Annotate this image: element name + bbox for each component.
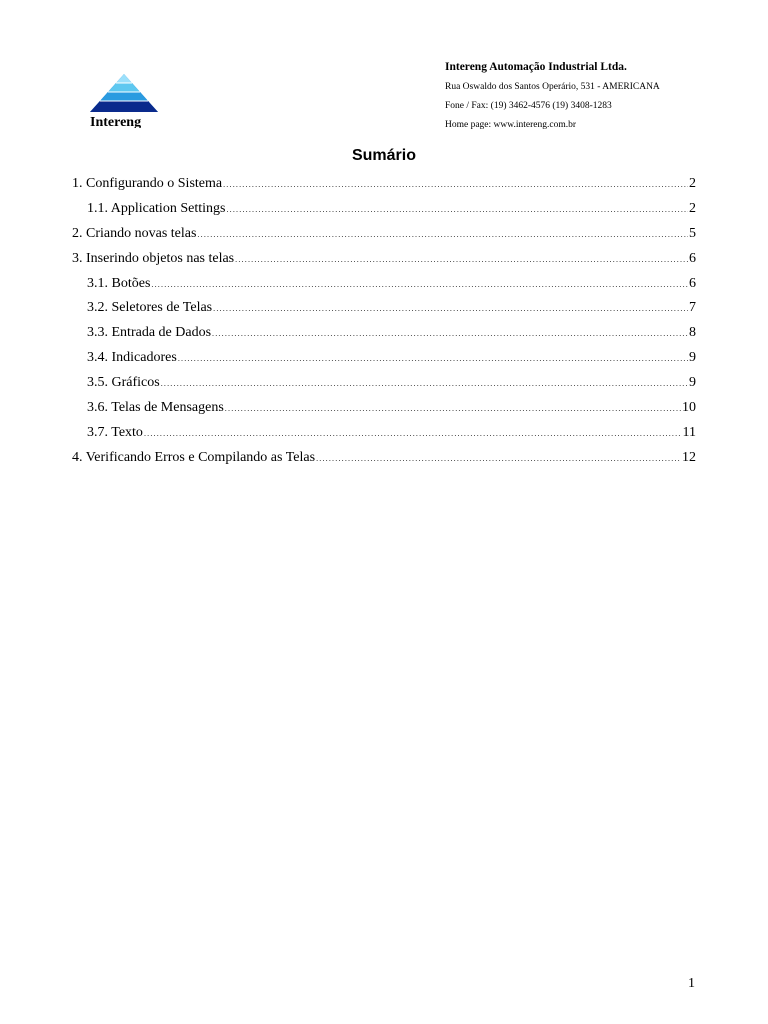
toc-leader xyxy=(212,324,688,344)
toc-leader xyxy=(197,225,688,245)
toc-label: 3.1. Botões xyxy=(87,275,151,291)
toc-entry[interactable] xyxy=(72,224,696,249)
toc-leader xyxy=(161,374,688,394)
toc-entry[interactable] xyxy=(72,373,696,398)
toc-page: 5 xyxy=(689,225,696,241)
toc-label: 3.7. Texto xyxy=(87,424,143,440)
toc-entry[interactable] xyxy=(72,174,696,199)
toc-entry[interactable] xyxy=(72,323,696,348)
toc-page: 11 xyxy=(682,424,696,440)
toc-leader xyxy=(223,175,688,195)
toc-label: 3.5. Gráficos xyxy=(87,375,160,391)
toc-label: 1.1. Application Settings xyxy=(87,200,226,216)
toc-leader xyxy=(235,250,688,270)
toc-entry[interactable] xyxy=(72,448,696,473)
toc-label: 3.2. Seletores de Telas xyxy=(87,300,213,316)
table-of-contents xyxy=(72,174,696,473)
company-info xyxy=(445,60,745,138)
page-number: 1 xyxy=(688,976,695,991)
toc-entry[interactable] xyxy=(72,423,696,448)
toc-leader xyxy=(178,349,688,369)
toc-label: 3. Inserindo objetos nas telas xyxy=(72,250,235,266)
company-name: Intereng Automação Industrial Ltda. xyxy=(445,61,627,73)
toc-entry[interactable] xyxy=(72,199,696,224)
toc-leader xyxy=(213,299,688,319)
company-logo xyxy=(88,72,160,128)
toc-entry[interactable] xyxy=(72,274,696,299)
toc-label: 3.3. Entrada de Dados xyxy=(87,325,212,341)
logo-text: Intereng xyxy=(90,115,142,128)
toc-page: 6 xyxy=(689,275,696,291)
toc-leader xyxy=(144,424,682,444)
toc-leader xyxy=(316,449,681,469)
toc-entry[interactable] xyxy=(72,249,696,274)
toc-leader xyxy=(226,200,688,220)
toc-entry[interactable] xyxy=(72,398,696,423)
toc-page: 6 xyxy=(689,250,696,266)
toc-page: 2 xyxy=(689,176,696,191)
toc-entry[interactable] xyxy=(72,348,696,373)
toc-entry[interactable] xyxy=(72,298,696,323)
toc-page: 12 xyxy=(682,449,696,465)
toc-label: 4. Verificando Erros e Compilando as Telas xyxy=(72,449,316,465)
company-address: Rua Oswaldo dos Santos Operário, 531 - AMERICANA xyxy=(445,82,660,92)
toc-page: 7 xyxy=(689,300,696,316)
toc-page: 8 xyxy=(689,325,696,341)
toc-label: 2. Criando novas telas xyxy=(72,225,197,241)
toc-label: 3.4. Indicadores xyxy=(87,350,177,366)
toc-page: 9 xyxy=(689,350,696,366)
toc-page: 9 xyxy=(689,375,696,391)
toc-label: 3.6. Telas de Mensagens xyxy=(87,400,224,416)
toc-label: 1. Configurando o Sistema xyxy=(72,176,223,191)
company-phone: Fone / Fax: (19) 3462-4576 (19) 3408-1283 xyxy=(445,101,612,111)
company-homepage: Home page: www.intereng.com.br xyxy=(445,120,577,130)
toc-leader xyxy=(225,399,681,419)
page-title: Sumário xyxy=(351,147,416,164)
toc-page: 10 xyxy=(682,400,696,416)
toc-page: 2 xyxy=(689,200,696,216)
pyramid-logo-icon xyxy=(88,72,160,128)
toc-leader xyxy=(151,275,688,295)
